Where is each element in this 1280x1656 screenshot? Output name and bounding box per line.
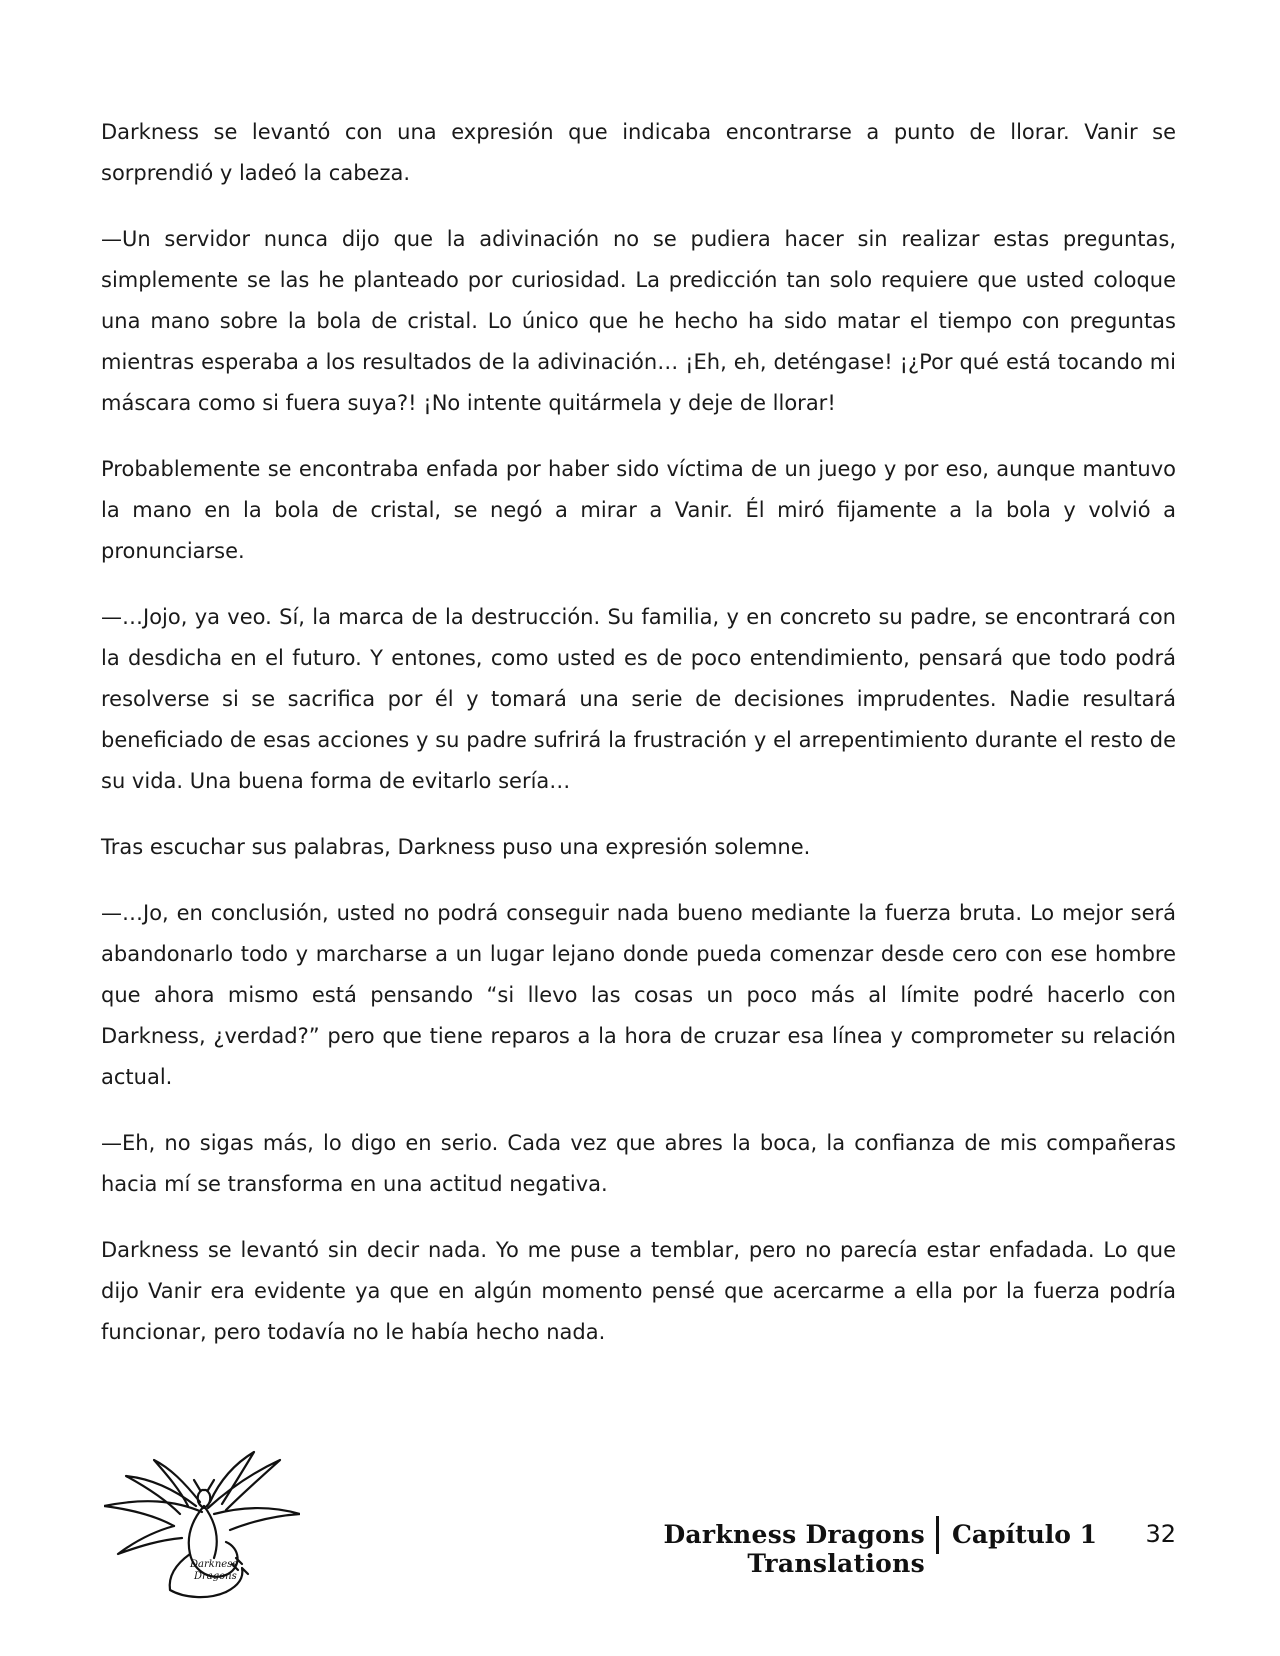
paragraph: Tras escuchar sus palabras, Darkness puso una expresión solemne.: [101, 835, 811, 859]
paragraph: Darkness se levantó sin decir nada. Yo me puse a temblar, pero no parecía estar enfadada. Lo que dijo Vanir era evidente ya que en algún momento pensé que acercarme a ella por la fuerza podría funcionar, pero todavía no le había hecho nada.: [101, 1238, 1176, 1344]
page-number: 32: [1145, 1520, 1176, 1548]
paragraph: —Un servidor nunca dijo que la adivinación no se pudiera hacer sin realizar estas preguntas, simplemente se las he planteado por curiosidad. La predicción tan solo requiere que usted coloque una mano sobre la bola de cristal. Lo único que he hecho ha sido matar el tiempo con preguntas mientras esperaba a los resultados de la adivinación… ¡Eh, eh, deténgase! ¡¿Por qué está tocando mi máscara como si fuera suya?! ¡No intente quitármela y deje de llorar!: [101, 227, 1176, 415]
chapter-label: Capítulo 1: [952, 1520, 1098, 1549]
paragraph: —…Jojo, ya veo. Sí, la marca de la destrucción. Su familia, y en concreto su padre, se encontrará con la desdicha en el futuro. Y entones, como usted es de poco entendimiento, pensará que todo podrá resolverse si se sacrifica por él y tomará una serie de decisiones imprudentes. Nadie resultará beneficiado de esas acciones y su padre sufrirá la frustración y el arrepentimiento durante el resto de su vida. Una buena forma de evitarlo sería…: [101, 605, 1176, 793]
paragraph: Darkness se levantó con una expresión que indicaba encontrarse a punto de llorar. Vanir se sorprendió y ladeó la cabeza.: [101, 120, 1176, 185]
footer-divider: [936, 1516, 939, 1554]
paragraph: —Eh, no sigas más, lo digo en serio. Cada vez que abres la boca, la confianza de mis compañeras hacia mí se transforma en una actitud negativa.: [101, 1131, 1176, 1196]
logo-text: Darkness: [190, 1559, 238, 1570]
page-footer: [0, 1450, 1280, 1630]
dragon-logo-icon: [104, 1450, 300, 1600]
paragraph: —…Jo, en conclusión, usted no podrá conseguir nada bueno mediante la fuerza bruta. Lo mejor será abandonarlo todo y marcharse a un lugar lejano donde pueda comenzar desde cero con ese hombre que ahora mismo está pensando “si llevo las cosas un poco más al límite podré hacerlo con Darkness, ¿verdad?” pero que tiene reparos a la hora de cruzar esa línea y comprometer su relación actual.: [101, 901, 1176, 1089]
body-text: [101, 112, 1176, 1378]
logo-text: Dragons: [194, 1571, 237, 1582]
paragraph: Probablemente se encontraba enfada por haber sido víctima de un juego y por eso, aunque mantuvo la mano en la bola de cristal, se negó a mirar a Vanir. Él miró fijamente a la bola y volvió a pronunciarse.: [101, 457, 1176, 563]
group-name: Darkness Dragons Translations: [663, 1520, 925, 1578]
